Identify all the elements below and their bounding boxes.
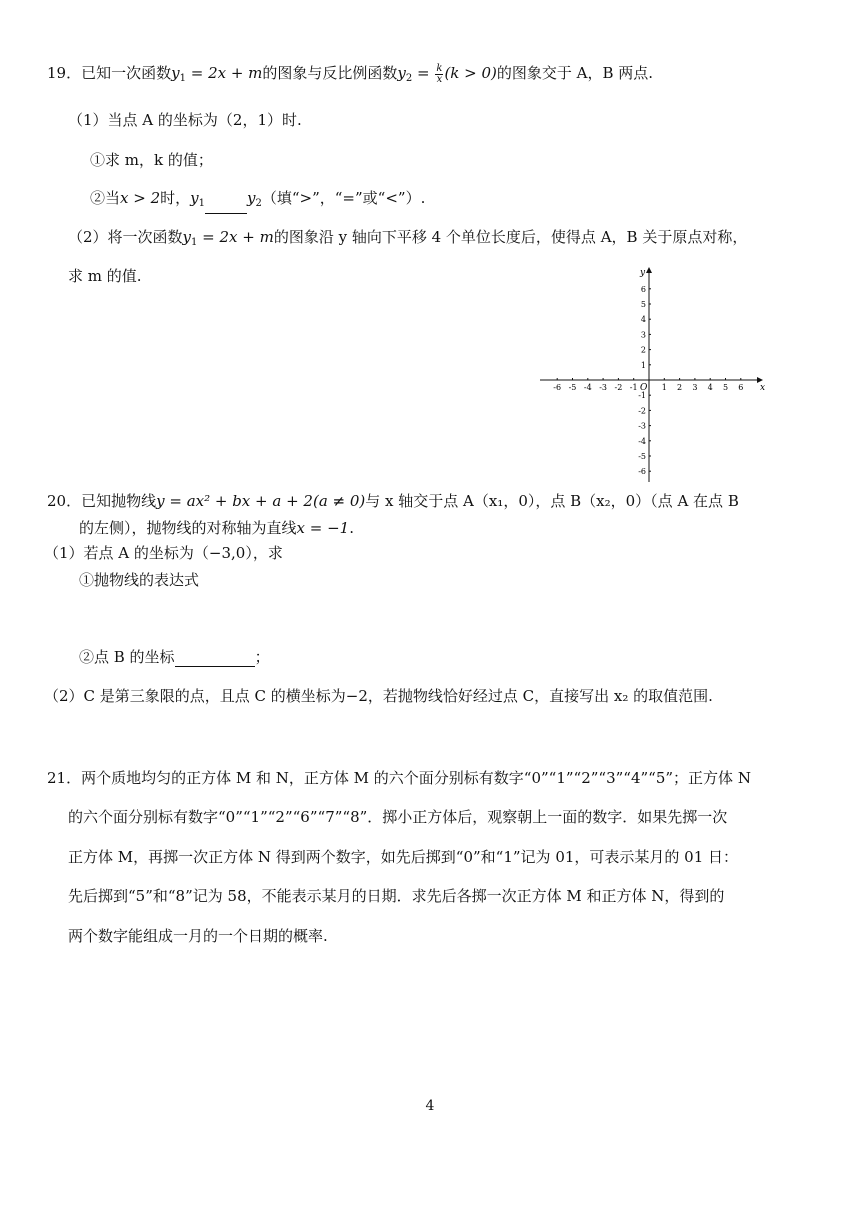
q19-part1: （1）当点 A 的坐标为（2，1）时. (68, 111, 302, 129)
q20-p1ii-label: ②点 B 的坐标 (79, 648, 175, 666)
x-tick-label: 3 (692, 383, 698, 392)
q20-line1-a: 已知抛物线 (81, 492, 157, 510)
q19-stem-a: 已知一次函数 (81, 64, 172, 82)
q19-p1ii-cond: x > 2 (120, 189, 161, 207)
x-tick-label: -5 (568, 383, 577, 392)
q21-line4: 先后掷到“5”和“8”记为 58，不能表示某月的日期．求先后各掷一次正方体 M 和正方体 N，得到的 (68, 887, 725, 905)
q21-line5: 两个数字能组成一月的一个日期的概率. (68, 927, 328, 945)
x-tick-label: -1 (629, 383, 638, 392)
q19-stem-b: 的图象与反比例函数 (262, 64, 398, 82)
x-tick-label: 2 (677, 383, 683, 392)
q20-axis-eq: x = −1 (296, 519, 350, 537)
q19-part1-ii (90, 188, 425, 214)
q19-p1ii-y1: $y_1$ (190, 189, 205, 209)
x-tick-label: -4 (583, 383, 592, 392)
q20-part1-i: ①抛物线的表达式 (79, 571, 200, 589)
q20-answer-blank[interactable] (175, 650, 255, 667)
y-tick-label: -3 (638, 421, 646, 431)
coordinate-axes (536, 264, 768, 486)
q19-y1: $y_1$ (171, 64, 186, 84)
x-tick-label: 1 (661, 383, 667, 392)
y-tick-label: -5 (638, 452, 646, 461)
q19-stem (47, 63, 653, 89)
q20-part1-ii (79, 647, 270, 667)
x-tick-label: 5 (722, 383, 729, 392)
q19-part1-i: ①求 m，k 的值； (90, 151, 213, 169)
y-tick-label: -1 (638, 391, 646, 401)
q19-y2: $y_2$ (397, 64, 413, 84)
x-tick-label: 4 (707, 383, 713, 392)
x-tick-label: -6 (553, 383, 562, 392)
q19-stem-c: 的图象交于 A，B 两点. (496, 64, 654, 82)
q19-eq2-post: (k > 0) (444, 64, 497, 82)
q20-line1-b: 与 x 轴交于点 A（x₁，0），点 B（x₂，0）（点 A 在点 B (365, 492, 739, 510)
q21-number: 21． (47, 769, 82, 787)
x-tick-label: -3 (599, 383, 607, 392)
q19-p2-a: （2）将一次函数 (68, 228, 183, 246)
y-tick-label: 6 (640, 284, 646, 294)
q20-line2 (79, 518, 354, 538)
q19-p2-eq: = 2x + m (197, 228, 274, 246)
page-number: 4 (425, 1098, 435, 1114)
y-tick-label: 4 (640, 315, 646, 325)
y-tick-label: 3 (640, 330, 646, 340)
y-tick-label: -6 (638, 467, 646, 477)
q19-p1ii-y2: $y_2$ (247, 189, 262, 209)
x-axis-label: x (760, 383, 766, 393)
q21-line3: 正方体 M，再掷一次正方体 N 得到两个数字，如先后掷到“0”和“1”记为 01，可表示某月的 01 日： (68, 848, 739, 866)
y-tick-label: -2 (638, 406, 646, 416)
q19-fraction: $\frac{k}{x}$ (436, 62, 443, 85)
origin-label: O (640, 383, 648, 393)
q21-line1 (47, 768, 751, 788)
q20-number: 20． (47, 492, 82, 510)
q19-p1ii-c: （填“>”，“=”或“<”）. (261, 189, 426, 207)
y-tick-label: 2 (640, 345, 646, 355)
y-axis-label: y (640, 268, 646, 278)
y-tick-label: 1 (640, 360, 646, 370)
q20-line2-b: . (349, 519, 354, 537)
q20-line2-a: 的左侧），抛物线的对称轴为直线 (79, 519, 297, 537)
q20-part1: （1）若点 A 的坐标为（−3,0），求 (44, 544, 283, 562)
q21-l1: 两个质地均匀的正方体 M 和 N，正方体 M 的六个面分别标有数字“0”“1”“2”“3”“4”“5”；正方体 N (81, 769, 751, 787)
q19-part2-cont: 求 m 的值. (68, 267, 142, 285)
q19-p2-b: 的图象沿 y 轴向下平移 4 个单位长度后，使得点 A，B 关于原点对称， (273, 228, 748, 246)
q19-eq1: = 2x + m (185, 64, 263, 82)
q19-p2-y1: $y_1$ (182, 228, 198, 248)
q21-line2: 的六个面分别标有数字“0”“1”“2”“6”“7”“8”．掷小正方体后，观察朝上一面的数字．如果先掷一次 (68, 808, 728, 826)
q19-number: 19． (47, 64, 82, 82)
q19-eq2-pre: = (412, 64, 435, 82)
y-tick-label: -4 (638, 436, 646, 446)
q20-part2: （2）C 是第三象限的点，且点 C 的横坐标为−2，若抛物线恰好经过点 C，直接写出 x₂ 的取值范围. (44, 687, 713, 705)
q20-p1ii-end: ； (254, 648, 270, 666)
x-tick-label: 6 (738, 383, 744, 392)
q19-p1ii-b: 时， (160, 189, 191, 207)
q19-p1ii-a: ②当 (90, 189, 121, 207)
q20-line1 (47, 491, 739, 511)
y-tick-label: 5 (640, 300, 646, 309)
q19-part2 (68, 227, 747, 253)
q20-eq: y = ax² + bx + a + 2(a ≠ 0) (156, 492, 366, 510)
q19-answer-blank[interactable] (205, 197, 247, 214)
x-tick-label: -2 (614, 383, 623, 392)
